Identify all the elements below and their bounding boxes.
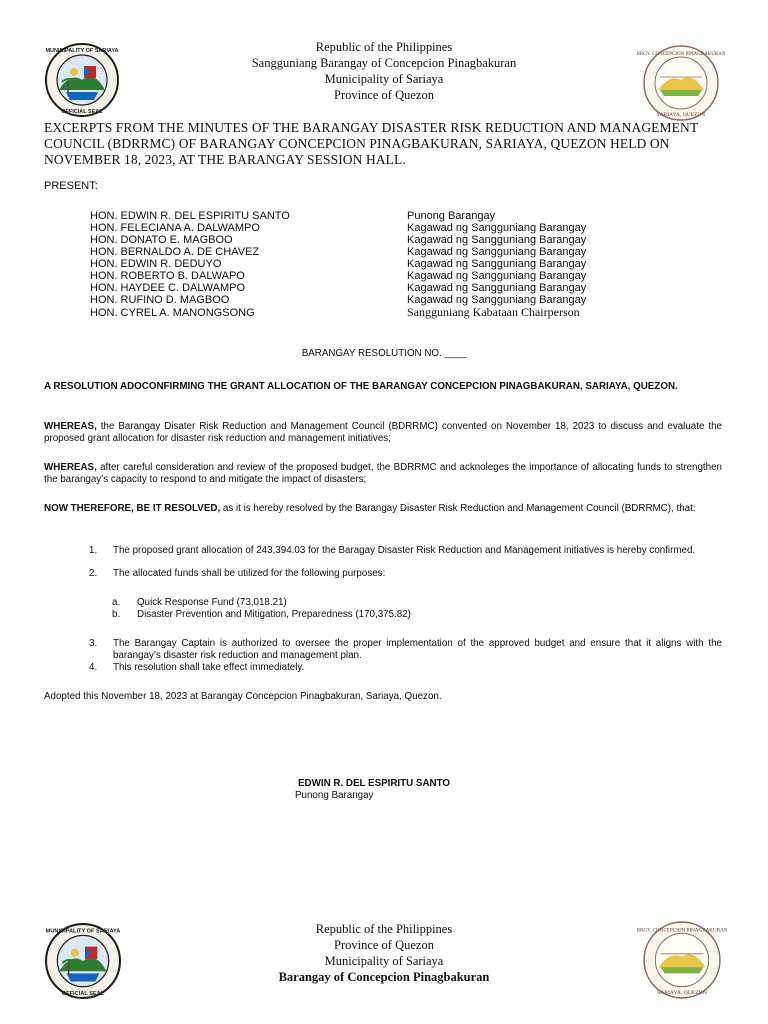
header-line-3: Municipality of Sariaya [324, 72, 444, 86]
svg-text:SARIAYA, QUEZON: SARIAYA, QUEZON [657, 989, 707, 996]
list-item-text: This resolution shall take effect immediately. [113, 662, 305, 673]
list-item [89, 662, 722, 674]
attendee-position: Kagawad ng Sangguniang Barangay [407, 234, 587, 246]
municipality-seal-bottom [44, 922, 122, 1000]
sub-list-item [112, 597, 612, 609]
attendee-position: Kagawad ng Sangguniang Barangay [407, 294, 587, 306]
attendee-row [90, 210, 630, 222]
attendee-name: HON. CYREL A. MANONGSONG [90, 307, 255, 319]
barangay-seal-top [636, 44, 726, 122]
right-seal-text-top: BRGY. CONCEPCION PINAGBAKURAN [636, 52, 726, 57]
footer-line-bold: Barangay of Concepcion Pinagbakuran [278, 970, 490, 984]
whereas-clause-1 [44, 421, 722, 444]
list-item [89, 568, 722, 580]
list-item-text: The proposed grant allocation of 243,394.03 for the Baragay Disaster Risk Reduction and Management initiatives is hereby confirmed. [113, 545, 696, 556]
attendee-position: Kagawad ng Sangguniang Barangay [407, 222, 587, 234]
list-item [89, 545, 722, 557]
footer-line-1: Republic of the Philippines [315, 922, 453, 936]
header-line-2: Sangguniang Barangay of Concepcion Pinagbakuran [251, 56, 517, 70]
attendee-row [90, 222, 630, 234]
adoption-statement: Adopted this November 18, 2023 at Barangay Concepcion Pinagbakuran, Sariaya, Quezon. [44, 691, 442, 702]
signatory-name: EDWIN R. DEL ESPIRITU SANTO [298, 778, 451, 789]
list-item-text: The allocated funds shall be utilized for the following purposes: [113, 568, 386, 579]
list-item-number: 1. [89, 545, 98, 556]
sub-list-text: Quick Response Fund (73,018.21) [137, 597, 287, 608]
sub-list-letter: b. [112, 609, 121, 620]
attendee-row [90, 282, 630, 294]
sub-list-item [112, 609, 612, 621]
attendee-row [90, 270, 630, 282]
municipality-seal-top [44, 42, 120, 118]
list-item-text: The Barangay Captain is authorized to oversee the proper implementation of the approved budget and ensure that it aligns with the barangay’s disaster risk reduction and management plan. [113, 638, 722, 661]
whereas-clause-2 [44, 462, 722, 485]
list-item [89, 638, 722, 661]
resolved-clause [44, 503, 722, 515]
attendee-row [90, 258, 630, 270]
attendee-row [90, 234, 630, 246]
footer-text [184, 921, 584, 985]
attendee-position: Punong Barangay [407, 210, 496, 222]
resolved-lead: NOW THEREFORE, BE IT RESOLVED, [44, 503, 221, 514]
whereas-text: after careful consideration and review of the proposed budget, the BDRRMC and acknoleges the importance of allocating funds to strengthen the barangay’s capacity to respond to and mitigate the impact of disasters; [44, 462, 722, 485]
footer-line-3: Municipality of Sariaya [324, 954, 444, 968]
attendee-name: HON. RUFINO D. MAGBOO [90, 294, 230, 306]
attendee-row [90, 246, 630, 258]
footer-line-2: Province of Quezon [334, 938, 434, 952]
header-line-1: Republic of the Philippines [315, 40, 453, 54]
attendee-position: Kagawad ng Sangguniang Barangay [407, 246, 587, 258]
attendee-position: Kagawad ng Sangguniang Barangay [407, 258, 587, 270]
resolution-title: A RESOLUTION ADOCONFIRMING THE GRANT ALLOCATION OF THE BARANGAY CONCEPCION PINAGBAKURAN, SARIAYA, QUEZON. [44, 381, 678, 392]
signatory-title: Punong Barangay [295, 790, 374, 801]
list-item-number: 4. [89, 662, 98, 673]
attendee-name: HON. BERNALDO A. DE CHAVEZ [90, 246, 260, 258]
attendee-row [90, 306, 630, 319]
resolved-text: as it is hereby resolved by the Barangay Disaster Risk Reduction and Management Council (BDRRMC), that: [220, 503, 696, 514]
sub-list-letter: a. [112, 597, 121, 608]
attendee-name: HON. HAYDEE C. DALWAMPO [90, 282, 246, 294]
list-item-number: 3. [89, 638, 98, 649]
header-text [184, 39, 584, 103]
barangay-seal-bottom [636, 920, 728, 1000]
svg-text:BRGY. CONCEPCION PINAGBAKURAN: BRGY. CONCEPCION PINAGBAKURAN [636, 927, 728, 934]
attendee-position: Kagawad ng Sangguniang Barangay [407, 270, 587, 282]
attendee-name: HON. FELECIANA A. DALWAMPO [90, 222, 260, 234]
left-seal-text-top: MUNICIPALITY OF SARIAYA [45, 48, 119, 54]
minutes-title: EXCERPTS FROM THE MINUTES OF THE BARANGAY DISASTER RISK REDUCTION AND MANAGEMENT COUNCIL (BDRRMC) OF BARANGAY CONCEPCION PINAGBAKURAN, SARIAYA, QUEZON HELD ON NOVEMBER 18, 2023, AT THE BARANGAY SESSION HALL. [44, 120, 698, 167]
list-item-number: 2. [89, 568, 98, 579]
right-seal-text-bottom: SARIAYA, QUEZON [656, 112, 706, 118]
attendee-name: HON. EDWIN R. DEDUYO [90, 258, 222, 270]
whereas-text: the Barangay Disater Risk Reduction and Management Council (BDRRMC) convented on November 18, 2023 to discuss and evaluate the proposed grant allocation for disaster risk reduction and management initiatives; [44, 421, 722, 444]
attendee-name: HON. EDWIN R. DEL ESPIRITU SANTO [90, 210, 290, 222]
svg-text:OFFICIAL SEAL: OFFICIAL SEAL [61, 990, 105, 997]
attendee-position: Kagawad ng Sangguniang Barangay [407, 282, 587, 294]
header-line-4: Province of Quezon [334, 88, 434, 102]
whereas-lead: WHEREAS, [44, 421, 97, 432]
sub-list-text: Disaster Prevention and Mitigation, Preparedness (170,375.82) [137, 609, 411, 620]
resolution-number: BARANGAY RESOLUTION NO. ____ [301, 348, 467, 359]
left-seal-text-bottom: OFFICIAL SEAL [61, 109, 103, 115]
attendee-name: HON. ROBERTO B. DALWAPO [90, 270, 245, 282]
attendee-name: HON. DONATO E. MAGBOO [90, 234, 233, 246]
svg-text:MUNICIPALITY OF SARIAYA: MUNICIPALITY OF SARIAYA [45, 928, 121, 935]
present-label: PRESENT: [44, 180, 98, 192]
attendee-position: Sangguniang Kabataan Chairperson [407, 305, 580, 319]
whereas-lead: WHEREAS, [44, 462, 97, 473]
attendance-list [90, 210, 630, 319]
